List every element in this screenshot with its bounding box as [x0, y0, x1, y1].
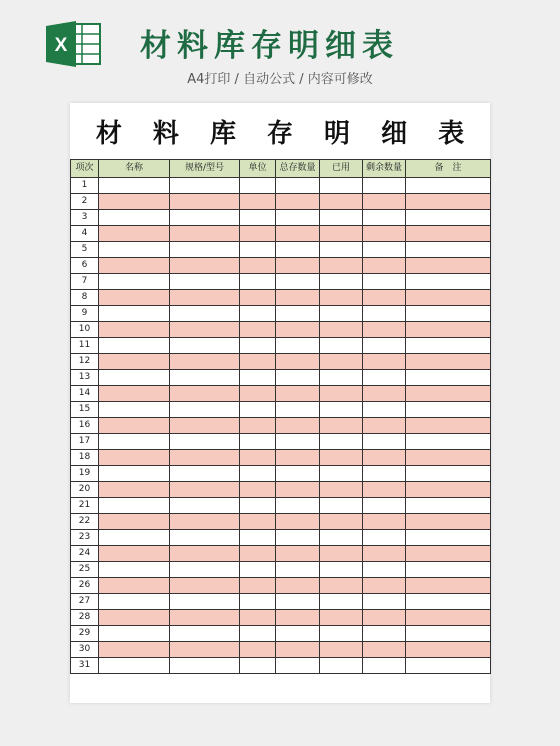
table-cell[interactable] — [406, 546, 491, 562]
table-row — [71, 466, 491, 482]
table-cell[interactable] — [363, 450, 406, 466]
table-cell[interactable] — [276, 530, 320, 546]
table-cell[interactable] — [240, 530, 276, 546]
table-cell[interactable] — [406, 274, 491, 290]
table-cell[interactable] — [240, 370, 276, 386]
table-cell[interactable] — [363, 354, 406, 370]
table-cell[interactable] — [170, 498, 240, 514]
table-cell[interactable] — [406, 258, 491, 274]
table-cell[interactable] — [99, 178, 170, 194]
table-row — [71, 642, 491, 658]
page-header — [0, 0, 560, 100]
table-row — [71, 546, 491, 562]
table-cell[interactable] — [406, 226, 491, 242]
table-cell[interactable] — [170, 402, 240, 418]
table-cell[interactable] — [363, 194, 406, 210]
table-cell[interactable] — [240, 546, 276, 562]
table-cell[interactable] — [276, 658, 320, 674]
table-cell[interactable] — [170, 610, 240, 626]
table-cell[interactable] — [99, 226, 170, 242]
row-number: 2 — [71, 194, 99, 210]
table-cell[interactable] — [363, 466, 406, 482]
table-cell[interactable] — [320, 642, 363, 658]
table-cell[interactable] — [276, 386, 320, 402]
table-cell[interactable] — [406, 498, 491, 514]
table-cell[interactable] — [406, 578, 491, 594]
table-cell[interactable] — [276, 370, 320, 386]
table-cell[interactable] — [320, 450, 363, 466]
table-cell[interactable] — [240, 258, 276, 274]
table-cell[interactable] — [320, 242, 363, 258]
table-cell[interactable] — [276, 258, 320, 274]
table-cell[interactable] — [276, 482, 320, 498]
table-cell[interactable] — [320, 466, 363, 482]
table-cell[interactable] — [170, 530, 240, 546]
table-cell[interactable] — [170, 242, 240, 258]
table-cell[interactable] — [363, 514, 406, 530]
table-cell[interactable] — [320, 178, 363, 194]
table-cell[interactable] — [99, 450, 170, 466]
excel-icon — [44, 20, 102, 68]
table-cell[interactable] — [363, 434, 406, 450]
column-header: 备 注 — [406, 160, 491, 178]
table-cell[interactable] — [240, 178, 276, 194]
table-cell[interactable] — [170, 658, 240, 674]
table-cell[interactable] — [99, 306, 170, 322]
table-cell[interactable] — [406, 418, 491, 434]
table-cell[interactable] — [170, 466, 240, 482]
table-cell[interactable] — [363, 322, 406, 338]
table-cell[interactable] — [320, 290, 363, 306]
table-cell[interactable] — [320, 386, 363, 402]
table-row — [71, 226, 491, 242]
table-cell[interactable] — [276, 338, 320, 354]
table-row — [71, 274, 491, 290]
table-cell[interactable] — [240, 306, 276, 322]
table-cell[interactable] — [320, 578, 363, 594]
table-cell[interactable] — [320, 418, 363, 434]
spreadsheet-sheet — [70, 103, 490, 703]
table-cell[interactable] — [170, 642, 240, 658]
table-cell[interactable] — [276, 562, 320, 578]
table-cell[interactable] — [276, 226, 320, 242]
table-cell[interactable] — [170, 434, 240, 450]
table-cell[interactable] — [320, 354, 363, 370]
table-cell[interactable] — [320, 498, 363, 514]
table-cell[interactable] — [276, 642, 320, 658]
table-cell[interactable] — [363, 658, 406, 674]
table-cell[interactable] — [406, 610, 491, 626]
table-cell[interactable] — [240, 338, 276, 354]
table-cell[interactable] — [276, 514, 320, 530]
row-number: 23 — [71, 530, 99, 546]
table-cell[interactable] — [406, 658, 491, 674]
table-cell[interactable] — [170, 290, 240, 306]
table-cell[interactable] — [363, 226, 406, 242]
row-number: 4 — [71, 226, 99, 242]
column-header: 剩余数量 — [363, 160, 406, 178]
row-number: 18 — [71, 450, 99, 466]
table-cell[interactable] — [240, 594, 276, 610]
table-cell[interactable] — [363, 578, 406, 594]
table-cell[interactable] — [363, 178, 406, 194]
table-row — [71, 578, 491, 594]
table-cell[interactable] — [240, 354, 276, 370]
table-cell[interactable] — [406, 386, 491, 402]
table-cell[interactable] — [240, 226, 276, 242]
table-cell[interactable] — [99, 626, 170, 642]
table-cell[interactable] — [276, 322, 320, 338]
table-cell[interactable] — [170, 594, 240, 610]
table-cell[interactable] — [99, 498, 170, 514]
table-cell[interactable] — [320, 482, 363, 498]
table-row — [71, 354, 491, 370]
table-cell[interactable] — [320, 370, 363, 386]
table-cell[interactable] — [240, 290, 276, 306]
table-cell[interactable] — [363, 626, 406, 642]
table-row — [71, 482, 491, 498]
table-cell[interactable] — [320, 434, 363, 450]
column-header: 总存数量 — [276, 160, 320, 178]
table-cell[interactable] — [170, 450, 240, 466]
table-cell[interactable] — [99, 194, 170, 210]
table-cell[interactable] — [363, 386, 406, 402]
table-cell[interactable] — [99, 642, 170, 658]
column-header: 规格/型号 — [170, 160, 240, 178]
table-cell[interactable] — [406, 642, 491, 658]
inventory-table — [70, 159, 491, 674]
table-row — [71, 562, 491, 578]
row-number: 9 — [71, 306, 99, 322]
table-cell[interactable] — [406, 562, 491, 578]
row-number: 19 — [71, 466, 99, 482]
table-cell[interactable] — [276, 242, 320, 258]
row-number: 5 — [71, 242, 99, 258]
table-cell[interactable] — [240, 434, 276, 450]
table-cell[interactable] — [320, 194, 363, 210]
table-cell[interactable] — [99, 530, 170, 546]
table-cell[interactable] — [363, 530, 406, 546]
table-cell[interactable] — [276, 418, 320, 434]
table-cell[interactable] — [276, 434, 320, 450]
row-number: 20 — [71, 482, 99, 498]
row-number: 11 — [71, 338, 99, 354]
table-cell[interactable] — [406, 626, 491, 642]
table-cell[interactable] — [99, 434, 170, 450]
table-cell[interactable] — [99, 354, 170, 370]
row-number: 24 — [71, 546, 99, 562]
table-cell[interactable] — [320, 546, 363, 562]
table-cell[interactable] — [170, 626, 240, 642]
table-cell[interactable] — [276, 594, 320, 610]
column-header: 已用 — [320, 160, 363, 178]
row-number: 10 — [71, 322, 99, 338]
table-row — [71, 514, 491, 530]
table-cell[interactable] — [363, 610, 406, 626]
table-cell[interactable] — [406, 354, 491, 370]
table-cell[interactable] — [320, 258, 363, 274]
table-cell[interactable] — [99, 514, 170, 530]
table-cell[interactable] — [99, 290, 170, 306]
table-cell[interactable] — [240, 658, 276, 674]
table-cell[interactable] — [363, 210, 406, 226]
table-cell[interactable] — [240, 610, 276, 626]
table-row — [71, 402, 491, 418]
row-number: 26 — [71, 578, 99, 594]
table-cell[interactable] — [240, 626, 276, 642]
table-cell[interactable] — [99, 562, 170, 578]
table-cell[interactable] — [240, 194, 276, 210]
column-header: 项次 — [71, 160, 99, 178]
table-cell[interactable] — [406, 322, 491, 338]
table-cell[interactable] — [276, 178, 320, 194]
table-cell[interactable] — [320, 226, 363, 242]
table-cell[interactable] — [363, 338, 406, 354]
table-cell[interactable] — [99, 274, 170, 290]
table-cell[interactable] — [240, 466, 276, 482]
row-number: 17 — [71, 434, 99, 450]
row-number: 25 — [71, 562, 99, 578]
row-number: 27 — [71, 594, 99, 610]
table-row — [71, 370, 491, 386]
table-cell[interactable] — [240, 418, 276, 434]
table-cell[interactable] — [170, 370, 240, 386]
table-row — [71, 450, 491, 466]
table-cell[interactable] — [406, 194, 491, 210]
table-cell[interactable] — [320, 210, 363, 226]
table-cell[interactable] — [99, 466, 170, 482]
table-cell[interactable] — [99, 210, 170, 226]
table-cell[interactable] — [406, 434, 491, 450]
table-row — [71, 530, 491, 546]
table-cell[interactable] — [170, 514, 240, 530]
table-cell[interactable] — [240, 274, 276, 290]
table-cell[interactable] — [320, 274, 363, 290]
row-number: 8 — [71, 290, 99, 306]
table-cell[interactable] — [363, 370, 406, 386]
table-cell[interactable] — [240, 386, 276, 402]
table-cell[interactable] — [276, 194, 320, 210]
table-cell[interactable] — [363, 562, 406, 578]
table-row — [71, 210, 491, 226]
table-row — [71, 626, 491, 642]
table-cell[interactable] — [363, 242, 406, 258]
table-cell[interactable] — [320, 306, 363, 322]
table-cell[interactable] — [363, 306, 406, 322]
excel-icon-letter: X — [54, 35, 68, 56]
table-cell[interactable] — [240, 578, 276, 594]
table-cell[interactable] — [99, 258, 170, 274]
table-cell[interactable] — [240, 562, 276, 578]
row-number: 6 — [71, 258, 99, 274]
table-row — [71, 242, 491, 258]
column-header: 单位 — [240, 160, 276, 178]
table-cell[interactable] — [170, 306, 240, 322]
table-cell[interactable] — [406, 402, 491, 418]
table-cell[interactable] — [170, 562, 240, 578]
table-cell[interactable] — [99, 386, 170, 402]
table-row — [71, 194, 491, 210]
table-cell[interactable] — [170, 274, 240, 290]
table-row — [71, 338, 491, 354]
table-row — [71, 322, 491, 338]
table-cell[interactable] — [99, 402, 170, 418]
table-cell[interactable] — [363, 642, 406, 658]
table-cell[interactable] — [320, 322, 363, 338]
table-cell[interactable] — [170, 322, 240, 338]
table-cell[interactable] — [240, 242, 276, 258]
table-cell[interactable] — [240, 482, 276, 498]
table-cell[interactable] — [406, 370, 491, 386]
table-cell[interactable] — [170, 546, 240, 562]
row-number: 31 — [71, 658, 99, 674]
table-cell[interactable] — [170, 418, 240, 434]
table-cell[interactable] — [99, 610, 170, 626]
table-cell[interactable] — [320, 514, 363, 530]
table-cell[interactable] — [276, 274, 320, 290]
table-cell[interactable] — [406, 466, 491, 482]
table-cell[interactable] — [276, 578, 320, 594]
table-cell[interactable] — [240, 498, 276, 514]
table-cell[interactable] — [99, 482, 170, 498]
table-cell[interactable] — [406, 482, 491, 498]
table-cell[interactable] — [363, 418, 406, 434]
table-cell[interactable] — [363, 498, 406, 514]
table-cell[interactable] — [170, 258, 240, 274]
table-cell[interactable] — [99, 370, 170, 386]
row-number: 28 — [71, 610, 99, 626]
table-cell[interactable] — [320, 594, 363, 610]
table-cell[interactable] — [240, 450, 276, 466]
table-row — [71, 610, 491, 626]
table-cell[interactable] — [363, 546, 406, 562]
table-cell[interactable] — [276, 210, 320, 226]
table-cell[interactable] — [406, 594, 491, 610]
table-cell[interactable] — [240, 210, 276, 226]
table-row — [71, 434, 491, 450]
table-cell[interactable] — [276, 498, 320, 514]
table-row — [71, 258, 491, 274]
table-cell[interactable] — [170, 226, 240, 242]
table-row — [71, 178, 491, 194]
table-cell[interactable] — [170, 386, 240, 402]
table-cell[interactable] — [406, 306, 491, 322]
table-row — [71, 418, 491, 434]
table-cell[interactable] — [320, 402, 363, 418]
table-cell[interactable] — [99, 578, 170, 594]
table-cell[interactable] — [320, 626, 363, 642]
table-cell[interactable] — [406, 178, 491, 194]
table-cell[interactable] — [276, 290, 320, 306]
table-cell[interactable] — [363, 290, 406, 306]
table-cell[interactable] — [276, 610, 320, 626]
table-cell[interactable] — [276, 402, 320, 418]
table-cell[interactable] — [276, 626, 320, 642]
table-cell[interactable] — [320, 658, 363, 674]
page-title: 材料库存明细表 — [140, 28, 399, 64]
row-number: 13 — [71, 370, 99, 386]
table-cell[interactable] — [99, 418, 170, 434]
table-cell[interactable] — [276, 466, 320, 482]
table-cell[interactable] — [406, 290, 491, 306]
table-cell[interactable] — [320, 338, 363, 354]
sheet-title: 材 料 库 存 明 细 表 — [95, 119, 476, 149]
page-subtitle: A4打印 / 自动公式 / 内容可修改 — [187, 72, 373, 87]
table-row — [71, 594, 491, 610]
table-cell[interactable] — [170, 482, 240, 498]
table-cell[interactable] — [99, 658, 170, 674]
table-cell[interactable] — [99, 546, 170, 562]
table-cell[interactable] — [170, 354, 240, 370]
table-cell[interactable] — [99, 242, 170, 258]
table-cell[interactable] — [240, 402, 276, 418]
table-cell[interactable] — [363, 402, 406, 418]
table-cell[interactable] — [170, 178, 240, 194]
table-cell[interactable] — [363, 482, 406, 498]
table-cell[interactable] — [276, 546, 320, 562]
table-cell[interactable] — [276, 306, 320, 322]
row-number: 29 — [71, 626, 99, 642]
table-cell[interactable] — [170, 194, 240, 210]
table-cell[interactable] — [406, 242, 491, 258]
row-number: 16 — [71, 418, 99, 434]
row-number: 15 — [71, 402, 99, 418]
row-number: 21 — [71, 498, 99, 514]
table-row — [71, 498, 491, 514]
table-cell[interactable] — [170, 210, 240, 226]
table-cell[interactable] — [276, 354, 320, 370]
table-cell[interactable] — [240, 642, 276, 658]
row-number: 12 — [71, 354, 99, 370]
table-cell[interactable] — [99, 322, 170, 338]
table-row — [71, 658, 491, 674]
table-row — [71, 386, 491, 402]
table-cell[interactable] — [363, 594, 406, 610]
row-number: 22 — [71, 514, 99, 530]
column-header: 名称 — [99, 160, 170, 178]
table-cell[interactable] — [240, 514, 276, 530]
row-number: 3 — [71, 210, 99, 226]
table-cell[interactable] — [320, 562, 363, 578]
row-number: 30 — [71, 642, 99, 658]
table-cell[interactable] — [406, 338, 491, 354]
table-cell[interactable] — [320, 610, 363, 626]
table-cell[interactable] — [276, 450, 320, 466]
table-cell[interactable] — [170, 578, 240, 594]
table-cell[interactable] — [320, 530, 363, 546]
row-number: 7 — [71, 274, 99, 290]
table-cell[interactable] — [406, 450, 491, 466]
table-header-row — [71, 160, 491, 178]
table-cell[interactable] — [363, 274, 406, 290]
table-cell[interactable] — [406, 210, 491, 226]
table-cell[interactable] — [363, 258, 406, 274]
row-number: 1 — [71, 178, 99, 194]
table-row — [71, 290, 491, 306]
table-cell[interactable] — [99, 338, 170, 354]
table-cell[interactable] — [99, 594, 170, 610]
table-cell[interactable] — [406, 514, 491, 530]
table-cell[interactable] — [406, 530, 491, 546]
table-cell[interactable] — [170, 338, 240, 354]
table-row — [71, 306, 491, 322]
table-cell[interactable] — [240, 322, 276, 338]
row-number: 14 — [71, 386, 99, 402]
